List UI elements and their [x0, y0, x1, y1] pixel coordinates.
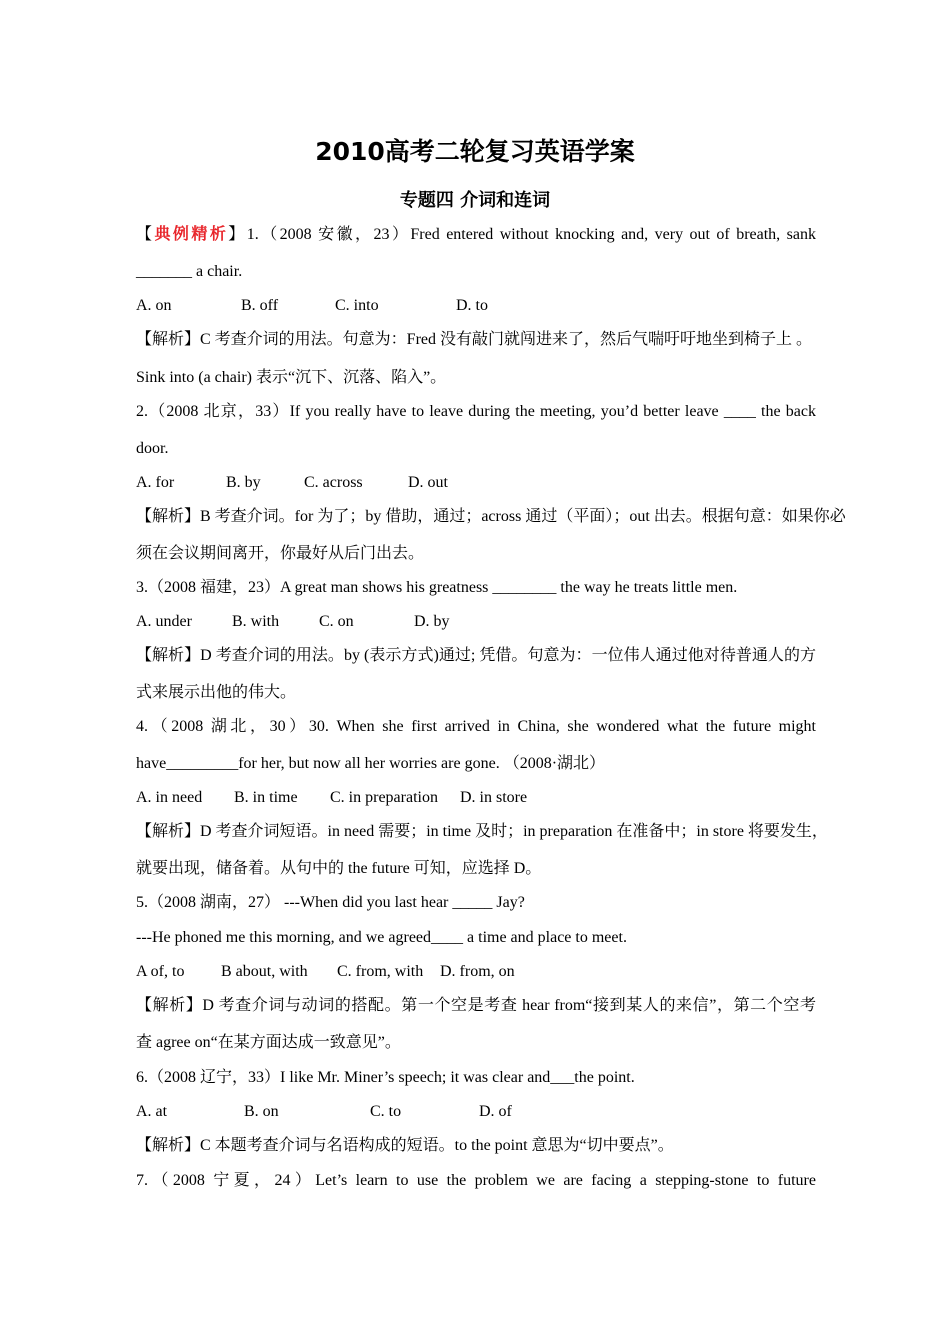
option-d: D. by: [414, 613, 450, 630]
question-4-analysis-line-1: 【解析】D 考查介词短语。in need 需要；in time 及时；in preparation 在准备中；in store 将要发生，: [136, 823, 828, 840]
question-2-analysis-line-1: 【解析】B 考查介词。for 为了；by 借助，通过；across 通过（平面）；out 出去。根据句意：如果你必: [136, 508, 846, 525]
option-b: B. on: [244, 1103, 279, 1120]
option-c: C. across: [304, 474, 363, 491]
option-d: D. from, on: [440, 963, 515, 980]
option-d: D. in store: [460, 789, 528, 806]
question-5-stem-line-1: 5.（2008 湖南，27） ---When did you last hear _____ Jay?: [136, 894, 525, 911]
question-3-stem-line-1: 3.（2008 福建，23）A great man shows his greatness ________ the way he treats little men.: [136, 579, 738, 596]
question-2-analysis-line-2: 须在会议期间离开，你最好从后门出去。: [136, 545, 425, 562]
question-6-analysis-line-1: 【解析】C 本题考查介词与名语构成的短语。to the point 意思为“切中要点”。: [136, 1137, 674, 1154]
option-c: C. on: [319, 613, 354, 630]
question-1-stem-line-1: [136, 224, 816, 246]
question-1-analysis-line-1: 【解析】C 考查介词的用法。句意为：Fred 没有敲门就闯进来了，然后气喘吁吁地坐到椅子上 。: [136, 331, 813, 348]
question-4-analysis-line-2: 就要出现，储备着。从句中的 the future 可知，应选择 D。: [136, 860, 542, 877]
option-d: D. to: [456, 297, 488, 314]
question-1-stem-line-2: _______ a chair.: [136, 263, 243, 280]
question-7-stem-line-1: 7.（2008 宁夏，24）Let’s learn to use the problem we are facing a stepping-stone to future: [136, 1172, 816, 1189]
question-1-analysis-line-2: Sink into (a chair) 表示“沉下、沉落、陷入”。: [136, 369, 447, 386]
option-c: C. to: [370, 1103, 402, 1120]
question-1-stem-text: 1.（2008 安徽，23）Fred entered without knocking and, very out of breath, sank: [246, 226, 816, 243]
option-c: C. into: [335, 297, 379, 314]
option-b: B about, with: [221, 963, 308, 980]
option-b: B. in time: [234, 789, 298, 806]
question-4-stem-line-2: have_________for her, but now all her worries are gone. （2008·湖北）: [136, 755, 606, 772]
option-d: D. out: [408, 474, 448, 491]
question-5-analysis-line-2: 查 agree on“在某方面达成一致意见”。: [136, 1034, 401, 1051]
section-tag-open: 【: [136, 226, 155, 243]
option-a: A. on: [136, 297, 172, 314]
option-a: A. in need: [136, 789, 203, 806]
option-a: A. at: [136, 1103, 168, 1120]
section-tag-label: 典例精析: [154, 226, 229, 243]
option-b: B. off: [241, 297, 279, 314]
option-a: A of, to: [136, 963, 185, 980]
question-5-analysis-line-1: 【解析】D 考查介词与动词的搭配。第一个空是考查 hear from“接到某人的来信”，第二个空考: [136, 997, 816, 1014]
section-tag-close: 】: [228, 226, 247, 243]
option-c: C. in preparation: [330, 789, 438, 806]
question-2-options: [136, 472, 816, 494]
question-2-stem-line-1: 2.（2008 北京，33）If you really have to leave during the meeting, you’d better leave ____ the back: [136, 403, 816, 420]
question-6-stem-line-1: 6.（2008 辽宁，33）I like Mr. Miner’s speech; it was clear and___the point.: [136, 1069, 635, 1086]
page-subtitle: 专题四 介词和连词: [399, 190, 551, 211]
question-4-options: [136, 787, 816, 809]
question-3-analysis-line-2: 式来展示出他的伟大。: [136, 684, 297, 701]
option-d: D. of: [479, 1103, 512, 1120]
option-b: B. by: [226, 474, 261, 491]
page-title: 2010高考二轮复习英语学案: [315, 137, 635, 166]
question-3-options: [136, 611, 816, 633]
option-a: A. for: [136, 474, 175, 491]
question-3-analysis-line-1: 【解析】D 考查介词的用法。by (表示方式)通过; 凭借。句意为：一位伟人通过他对待普通人的方: [136, 647, 816, 664]
question-4-stem-line-1: 4.（2008 湖北，30）30. When she first arrived in China, she wondered what the future might: [136, 718, 816, 735]
option-b: B. with: [232, 613, 280, 630]
question-2-stem-line-2: door.: [136, 440, 169, 457]
question-6-options: [136, 1101, 816, 1123]
question-1-options: [136, 295, 816, 317]
question-5-stem-line-2: ---He phoned me this morning, and we agreed____ a time and place to meet.: [136, 929, 627, 946]
question-5-options: [136, 961, 816, 983]
option-c: C. from, with: [337, 963, 424, 980]
option-a: A. under: [136, 613, 192, 630]
